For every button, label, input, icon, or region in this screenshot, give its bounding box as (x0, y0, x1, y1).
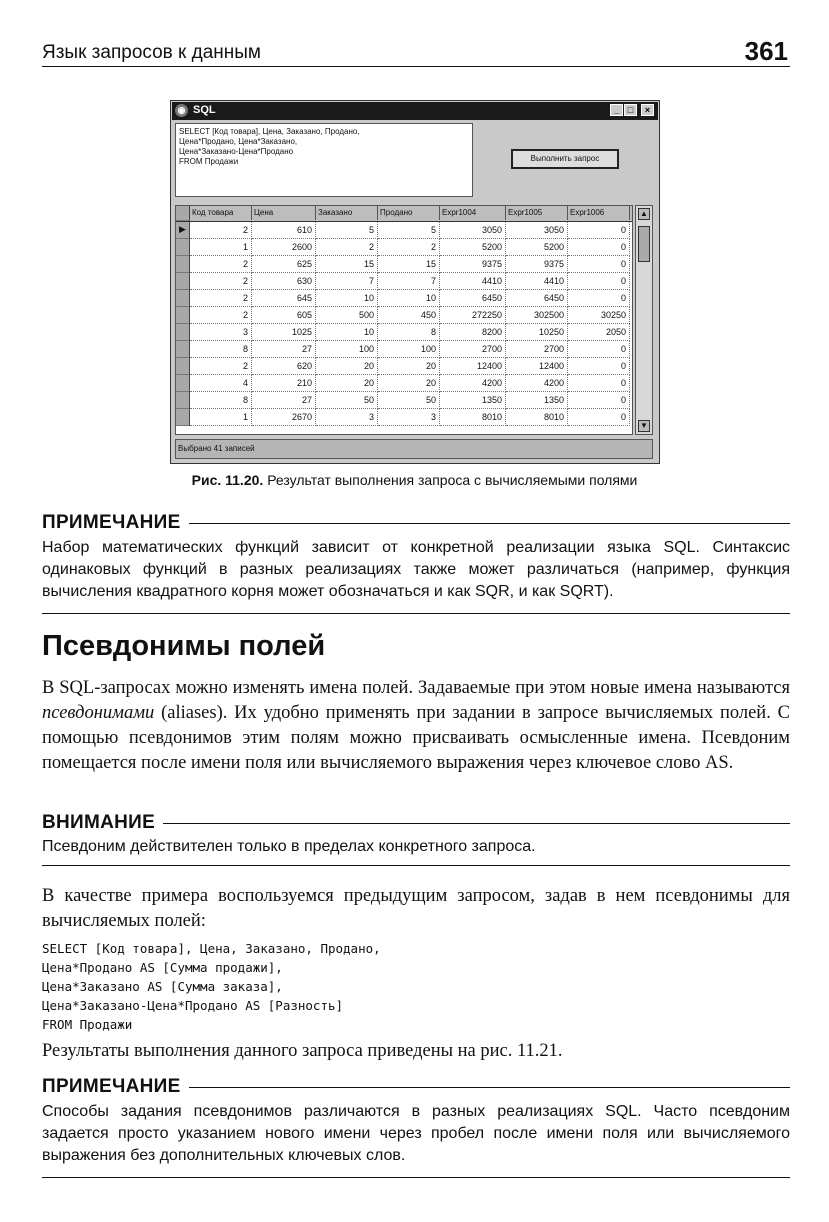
table-cell[interactable]: 15 (316, 256, 378, 273)
table-cell[interactable]: 610 (252, 222, 316, 239)
page-number: 361 (744, 36, 788, 66)
table-cell[interactable]: 20 (316, 375, 378, 392)
row-selector[interactable] (176, 239, 190, 256)
row-selector[interactable] (176, 409, 190, 426)
table-cell[interactable]: 0 (568, 409, 630, 426)
code-block: SELECT [Код товара], Цена, Заказано, Продано, Цена*Продано AS [Сумма продажи], Цена*Заказано AS [Сумма заказа], Цена*Заказано-Цена*Продано AS [Разность] FROM Продажи (42, 941, 381, 1032)
table-cell[interactable]: 0 (568, 239, 630, 256)
table-cell[interactable]: 2 (316, 239, 378, 256)
table-cell[interactable]: 605 (252, 307, 316, 324)
column-header[interactable]: Expr1005 (506, 206, 568, 220)
note-body-2: Способы задания псевдонимов различаются в разных реализациях SQL. Часто псевдоним задается просто указанием нового имени через пробел после имени поля или вычисляемого выражения без дополнительных ключевых слов. (42, 1103, 790, 1164)
table-cell[interactable]: 10250 (506, 324, 568, 341)
table-cell[interactable]: 625 (252, 256, 316, 273)
table-cell[interactable]: 3 (316, 409, 378, 426)
window-title: SQL (193, 104, 216, 116)
warning-heading (42, 812, 790, 836)
window-titlebar (172, 102, 658, 120)
grid-corner[interactable] (176, 206, 190, 221)
table-cell[interactable]: 9375 (440, 256, 506, 273)
table-cell[interactable]: 8 (378, 324, 440, 341)
table-cell[interactable]: 12400 (440, 358, 506, 375)
table-cell[interactable]: 3 (190, 324, 252, 341)
warning-heading-text: ВНИМАНИЕ (42, 812, 163, 834)
table-cell[interactable]: 30250 (568, 307, 630, 324)
status-bar: Выбрано 41 записей (175, 439, 653, 459)
table-cell[interactable]: 4410 (506, 273, 568, 290)
table-cell[interactable]: 4200 (506, 375, 568, 392)
table-cell[interactable]: 645 (252, 290, 316, 307)
table-cell[interactable]: 10 (316, 290, 378, 307)
table-cell[interactable]: 20 (316, 358, 378, 375)
scroll-thumb[interactable] (638, 226, 650, 262)
table-cell[interactable]: 0 (568, 375, 630, 392)
row-selector[interactable] (176, 341, 190, 358)
table-cell[interactable]: 2600 (252, 239, 316, 256)
row-selector[interactable] (176, 358, 190, 375)
table-cell[interactable]: 210 (252, 375, 316, 392)
example-intro: В качестве примера воспользуемся предыдущим запросом, задав в нем псевдонимы для вычисляемых полей: (42, 886, 790, 931)
table-cell[interactable]: 20 (378, 358, 440, 375)
table-cell[interactable]: 50 (316, 392, 378, 409)
column-header[interactable]: Заказано (316, 206, 378, 220)
scroll-down-icon[interactable]: ▼ (638, 420, 650, 432)
table-cell[interactable]: 8200 (440, 324, 506, 341)
table-cell[interactable]: 5200 (506, 239, 568, 256)
section-paragraph (42, 676, 790, 776)
note-heading-text: ПРИМЕЧАНИЕ (42, 1076, 189, 1098)
paragraph-term: псевдонимами (42, 703, 155, 723)
table-cell[interactable]: 1350 (506, 392, 568, 409)
table-cell[interactable]: 500 (316, 307, 378, 324)
table-cell[interactable]: 302500 (506, 307, 568, 324)
table-cell[interactable]: 0 (568, 392, 630, 409)
caption-label: Рис. 11.20. (191, 472, 264, 488)
sql-logo-icon: ◉ (175, 104, 188, 117)
table-cell[interactable]: 4410 (440, 273, 506, 290)
example-result: Результаты выполнения данного запроса приведены на рис. 11.21. (42, 1041, 563, 1061)
table-cell[interactable]: 20 (378, 375, 440, 392)
table-cell[interactable]: 0 (568, 341, 630, 358)
table-cell[interactable]: 2050 (568, 324, 630, 341)
column-header[interactable]: Expr1006 (568, 206, 630, 220)
column-header[interactable]: Продано (378, 206, 440, 220)
row-selector[interactable] (176, 324, 190, 341)
maximize-icon[interactable]: □ (624, 104, 637, 116)
table-cell[interactable]: 272250 (440, 307, 506, 324)
table-cell[interactable]: 0 (568, 256, 630, 273)
table-cell[interactable]: 0 (568, 222, 630, 239)
table-cell[interactable]: 1350 (440, 392, 506, 409)
table-cell[interactable]: 100 (316, 341, 378, 358)
table-cell[interactable]: 2 (190, 290, 252, 307)
column-header[interactable]: Код товара (190, 206, 252, 220)
table-cell[interactable]: 8010 (440, 409, 506, 426)
page-header (42, 38, 790, 67)
table-cell[interactable]: 4200 (440, 375, 506, 392)
close-icon[interactable]: × (641, 104, 654, 116)
table-cell[interactable]: 5 (378, 222, 440, 239)
table-cell[interactable]: 27 (252, 392, 316, 409)
warning-bottom-rule (42, 865, 790, 866)
table-cell[interactable]: 3050 (440, 222, 506, 239)
table-cell[interactable]: 5200 (440, 239, 506, 256)
table-cell[interactable]: 2 (190, 222, 252, 239)
row-selector[interactable] (176, 256, 190, 273)
table-cell[interactable]: 2 (190, 273, 252, 290)
table-cell[interactable]: 6450 (440, 290, 506, 307)
table-cell[interactable]: 27 (252, 341, 316, 358)
table-cell[interactable]: 10 (378, 290, 440, 307)
table-cell[interactable]: 7 (316, 273, 378, 290)
table-cell[interactable]: 6450 (506, 290, 568, 307)
results-grid (175, 205, 633, 435)
sql-window (170, 100, 660, 464)
section-title: Псевдонимы полей (42, 630, 326, 662)
note-bottom-rule (42, 613, 790, 614)
table-cell[interactable]: 1 (190, 239, 252, 256)
table-cell[interactable]: 4 (190, 375, 252, 392)
table-cell[interactable]: 0 (568, 273, 630, 290)
figure-caption (100, 472, 729, 488)
table-cell[interactable]: 100 (378, 341, 440, 358)
table-cell[interactable]: 630 (252, 273, 316, 290)
table-cell[interactable]: 2670 (252, 409, 316, 426)
table-cell[interactable]: 15 (378, 256, 440, 273)
grid-header (176, 206, 632, 222)
note-heading-text: ПРИМЕЧАНИЕ (42, 512, 189, 534)
table-cell[interactable]: 50 (378, 392, 440, 409)
row-selector[interactable] (176, 273, 190, 290)
note-body-1: Набор математических функций зависит от конкретной реализации языка SQL. Синтаксис одинаковых функций в разных реализациях также может различаться (например, функция вычисления квадратного корня может обозначаться и как SQR, и как SQRT). (42, 539, 790, 600)
table-cell[interactable]: 620 (252, 358, 316, 375)
sql-query-input[interactable]: SELECT [Код товара], Цена, Заказано, Продано, Цена*Продано, Цена*Заказано, Цена*Заказано-Цена*Продано FROM Продажи (175, 123, 473, 197)
table-cell[interactable]: 12400 (506, 358, 568, 375)
table-cell[interactable]: 2 (190, 256, 252, 273)
row-selector[interactable] (176, 375, 190, 392)
table-cell[interactable]: 450 (378, 307, 440, 324)
row-selector[interactable] (176, 290, 190, 307)
table-cell[interactable]: 3050 (506, 222, 568, 239)
note-heading-2 (42, 1076, 790, 1100)
table-cell[interactable]: 9375 (506, 256, 568, 273)
scroll-up-icon[interactable]: ▲ (638, 208, 650, 220)
note-bottom-rule (42, 1177, 790, 1178)
run-query-button[interactable]: Выполнить запрос (511, 149, 619, 169)
warning-body: Псевдоним действителен только в пределах конкретного запроса. (42, 838, 536, 855)
vertical-scrollbar[interactable] (635, 205, 653, 435)
row-selector[interactable] (176, 307, 190, 324)
table-cell[interactable]: 8 (190, 341, 252, 358)
note-heading-1 (42, 512, 790, 536)
table-cell[interactable]: 0 (568, 358, 630, 375)
caption-text: Результат выполнения запроса с вычисляемыми полями (267, 472, 638, 488)
row-selector[interactable]: ▶ (176, 222, 190, 239)
table-cell[interactable]: 10 (316, 324, 378, 341)
table-cell[interactable]: 1 (190, 409, 252, 426)
table-cell[interactable]: 8010 (506, 409, 568, 426)
table-cell[interactable]: 7 (378, 273, 440, 290)
minimize-icon[interactable]: _ (610, 104, 623, 116)
header-title: Язык запросов к данным (42, 42, 261, 63)
column-header[interactable]: Expr1004 (440, 206, 506, 220)
table-cell[interactable]: 5 (316, 222, 378, 239)
table-cell[interactable]: 2 (190, 307, 252, 324)
table-cell[interactable]: 3 (378, 409, 440, 426)
table-cell[interactable]: 2 (190, 358, 252, 375)
table-cell[interactable]: 2 (378, 239, 440, 256)
table-cell[interactable]: 0 (568, 290, 630, 307)
paragraph-text-a: В SQL-запросах можно изменять имена полей. Задаваемые при этом новые имена называются (42, 678, 790, 698)
column-header[interactable]: Цена (252, 206, 316, 220)
table-cell[interactable]: 8 (190, 392, 252, 409)
table-cell[interactable]: 1025 (252, 324, 316, 341)
table-cell[interactable]: 2700 (506, 341, 568, 358)
row-selector[interactable] (176, 392, 190, 409)
paragraph-text-b: (aliases). Их удобно применять при задании в запросе вычисляемых полей. С помощью псевдонимов этим полям можно присваивать осмысленные имена. Псевдоним помещается после имени поля или вычисляемого выражения через ключевое слово AS. (42, 703, 790, 773)
table-cell[interactable]: 2700 (440, 341, 506, 358)
